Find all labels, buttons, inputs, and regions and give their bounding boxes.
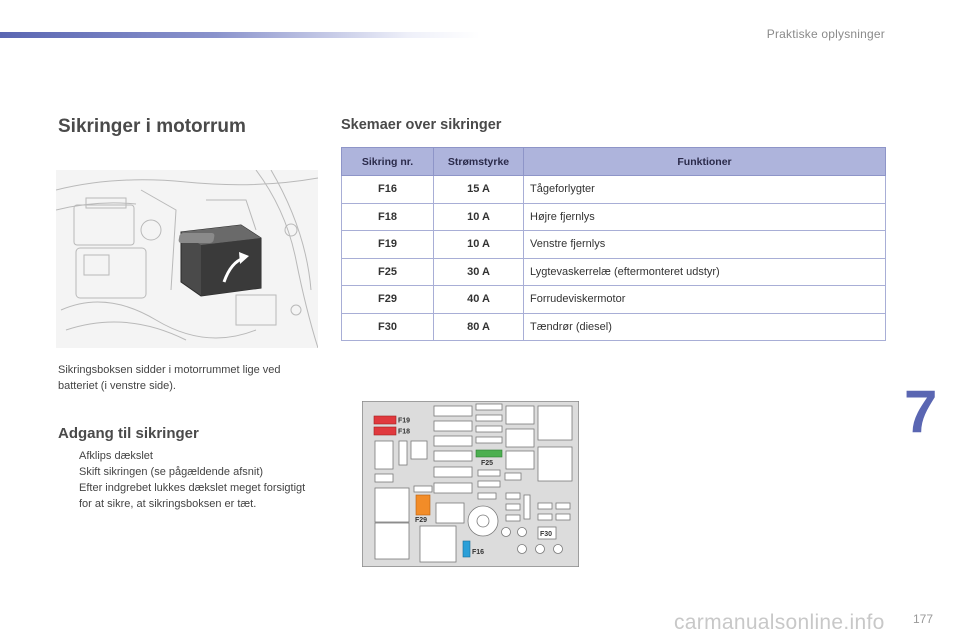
step-item — [58, 448, 320, 464]
fuse-number: F29 — [342, 286, 434, 314]
access-title: Adgang til sikringer — [58, 425, 199, 442]
section-title: Praktiske oplysninger — [766, 27, 885, 41]
fuse-label-f29: F29 — [415, 517, 428, 524]
fuse-f29-marker — [416, 495, 430, 515]
fuse-function: Lygtevaskerrelæ (eftermonteret udstyr) — [524, 258, 886, 286]
fuse-number: F18 — [342, 203, 434, 231]
fuse-function: Forrudeviskermotor — [524, 286, 886, 314]
header-accent-bar — [0, 32, 480, 38]
fuse-function: Venstre fjernlys — [524, 231, 886, 259]
fuse-function: Højre fjernlys — [524, 203, 886, 231]
fuse-function: Tågeforlygter — [524, 176, 886, 204]
intro-text: Sikringsboksen sidder i motorrummet lige ved batteriet (i venstre side). — [58, 364, 281, 392]
fuse-function: Tændrør (diesel) — [524, 313, 886, 341]
access-steps — [58, 448, 320, 512]
step-text: Skift sikringen (se pågældende afsnit) — [79, 466, 264, 478]
fuse-amperage: 10 A — [434, 203, 524, 231]
fuse-label-f25: F25 — [481, 460, 494, 467]
fuse-amperage: 15 A — [434, 176, 524, 204]
fuse-f19-marker — [374, 416, 396, 424]
fuse-box-diagram — [362, 401, 579, 567]
table-row — [342, 258, 886, 286]
table-row — [342, 203, 886, 231]
column-header-functions: Funktioner — [524, 148, 886, 176]
fuse-label-f19: F19 — [398, 417, 411, 425]
chapter-number: 7 — [904, 378, 938, 445]
fuse-label-f30: F30 — [540, 531, 553, 538]
fuse-number: F25 — [342, 258, 434, 286]
fuse-label-f18: F18 — [398, 428, 411, 436]
fuse-number: F30 — [342, 313, 434, 341]
table-row — [342, 231, 886, 259]
engine-bay-illustration — [56, 170, 318, 348]
page-title: Sikringer i motorrum — [58, 116, 246, 137]
fuse-number: F16 — [342, 176, 434, 204]
fuse-amperage: 40 A — [434, 286, 524, 314]
table-row — [342, 286, 886, 314]
fuse-number: F19 — [342, 231, 434, 259]
fuse-f25-marker — [476, 450, 502, 457]
fuse-amperage: 10 A — [434, 231, 524, 259]
fuse-f18-marker — [374, 427, 396, 435]
column-header-fuse: Sikring nr. — [342, 148, 434, 176]
fuse-table — [341, 147, 886, 341]
fuse-amperage: 30 A — [434, 258, 524, 286]
step-item — [58, 480, 320, 512]
fuse-label-f16: F16 — [472, 549, 485, 556]
step-text: Afklips dækslet — [79, 450, 153, 462]
column-header-amperage: Strømstyrke — [434, 148, 524, 176]
table-row — [342, 313, 886, 341]
watermark: carmanualsonline.info — [674, 611, 885, 634]
step-item — [58, 464, 320, 480]
step-text: Efter indgrebet lukkes dækslet meget forsigtigt for at sikre, at sikringsboksen er tæt. — [79, 482, 306, 510]
page-number: 177 — [913, 612, 934, 626]
table-row — [342, 176, 886, 204]
fuse-table-title: Skemaer over sikringer — [341, 117, 502, 133]
table-header-row — [342, 148, 886, 176]
fuse-f16-marker — [463, 541, 470, 557]
fuse-amperage: 80 A — [434, 313, 524, 341]
